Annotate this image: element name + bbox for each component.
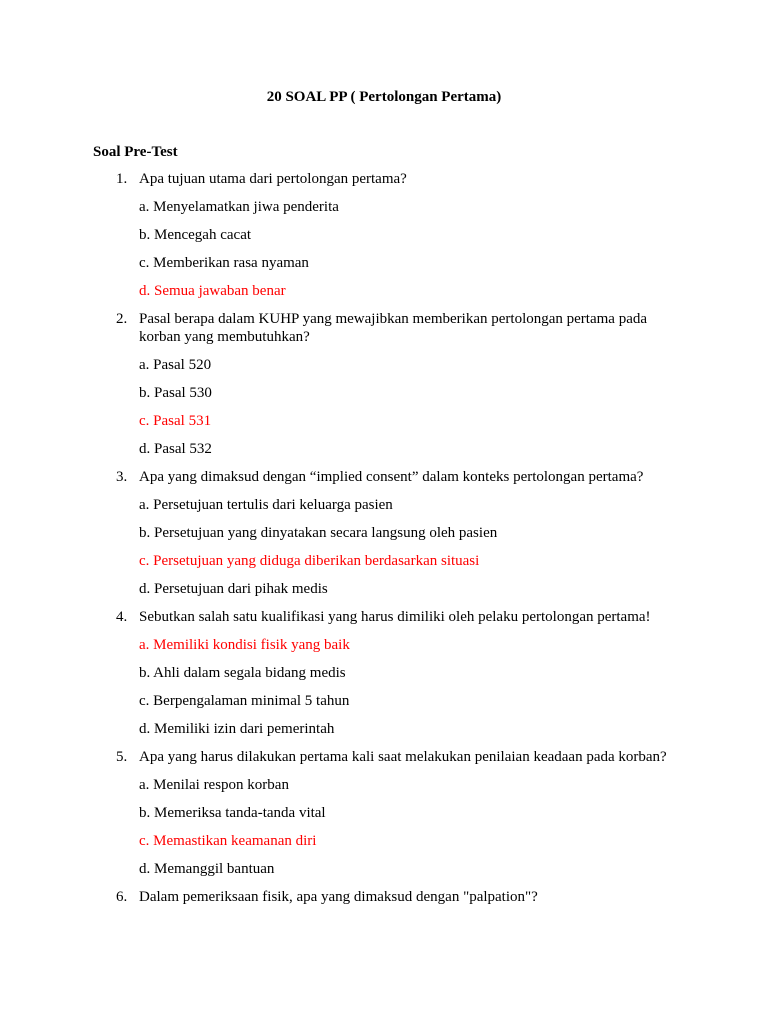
question-text: Apa yang harus dilakukan pertama kali saat melakukan penilaian keadaan pada korban? <box>139 749 667 765</box>
section-heading: Soal Pre-Test <box>93 144 178 160</box>
question-line <box>0 748 768 766</box>
document-title: 20 SOAL PP ( Pertolongan Pertama) <box>266 89 502 105</box>
question-number: 1. <box>116 171 128 187</box>
answer-option: d. Pasal 532 <box>139 441 212 457</box>
answer-option: a. Menyelamatkan jiwa penderita <box>139 199 339 215</box>
answer-option: d. Persetujuan dari pihak medis <box>139 581 328 597</box>
question-line <box>0 608 768 626</box>
answer-option: a. Menilai respon korban <box>139 777 289 793</box>
answer-option: c. Berpengalaman minimal 5 tahun <box>139 693 350 709</box>
question-item <box>0 468 768 598</box>
question-text: Dalam pemeriksaan fisik, apa yang dimaksud dengan "palpation"? <box>139 889 538 905</box>
question-item <box>0 608 768 738</box>
answer-option: b. Pasal 530 <box>139 385 212 401</box>
question-item <box>0 888 768 906</box>
answer-option-correct: c. Memastikan keamanan diri <box>139 833 317 849</box>
question-line <box>0 468 768 486</box>
answer-option-correct: a. Memiliki kondisi fisik yang baik <box>139 637 350 653</box>
answer-option: d. Memiliki izin dari pemerintah <box>139 721 335 737</box>
question-text: Apa tujuan utama dari pertolongan pertama? <box>139 171 407 187</box>
answer-option-correct: c. Persetujuan yang diduga diberikan berdasarkan situasi <box>139 553 480 569</box>
answer-option: b. Mencegah cacat <box>139 227 252 243</box>
question-line <box>0 888 768 906</box>
question-text: Sebutkan salah satu kualifikasi yang harus dimiliki oleh pelaku pertolongan pertama! <box>139 609 651 625</box>
question-list <box>0 170 768 916</box>
question-item <box>0 748 768 878</box>
question-text: Apa yang dimaksud dengan “implied consent” dalam konteks pertolongan pertama? <box>139 469 644 485</box>
answer-option: b. Memeriksa tanda-tanda vital <box>139 805 326 821</box>
answer-option: d. Memanggil bantuan <box>139 861 275 877</box>
answer-option-correct: d. Semua jawaban benar <box>139 283 286 299</box>
question-number: 5. <box>116 749 128 765</box>
question-item <box>0 170 768 300</box>
answer-option: a. Persetujuan tertulis dari keluarga pasien <box>139 497 393 513</box>
question-text: Pasal berapa dalam KUHP yang mewajibkan memberikan pertolongan pertama pada korban yang membutuhkan? <box>139 311 648 345</box>
question-line <box>0 310 768 346</box>
answer-option: b. Persetujuan yang dinyatakan secara langsung oleh pasien <box>139 525 498 541</box>
answer-option: b. Ahli dalam segala bidang medis <box>139 665 346 681</box>
question-number: 2. <box>116 311 128 327</box>
question-number: 3. <box>116 469 128 485</box>
question-line <box>0 170 768 188</box>
answer-option-correct: c. Pasal 531 <box>139 413 212 429</box>
answer-option: c. Memberikan rasa nyaman <box>139 255 309 271</box>
question-item <box>0 310 768 458</box>
question-number: 6. <box>116 889 128 905</box>
question-number: 4. <box>116 609 128 625</box>
answer-option: a. Pasal 520 <box>139 357 212 373</box>
